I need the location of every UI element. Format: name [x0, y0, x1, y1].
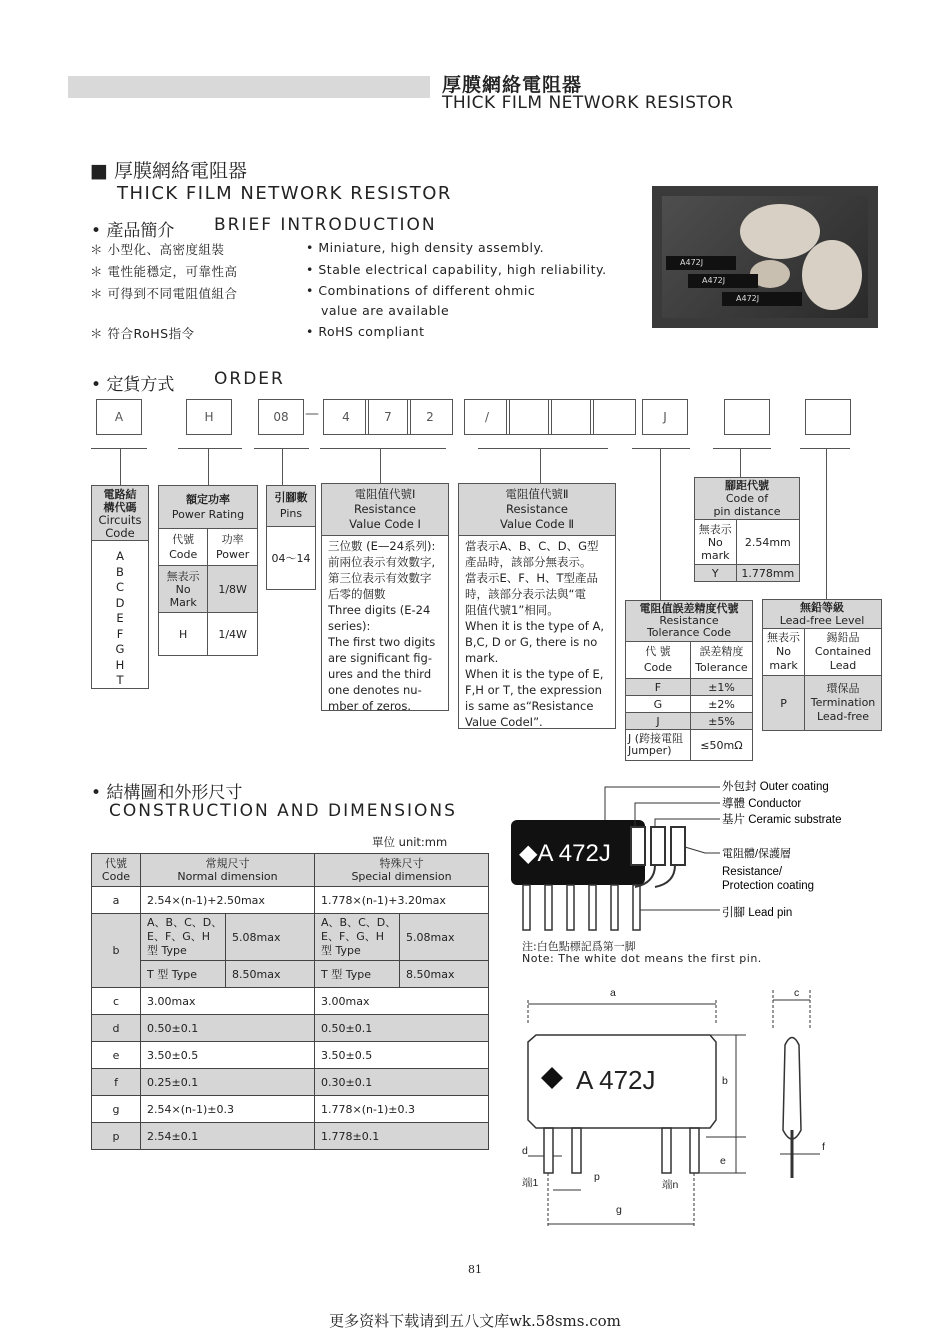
- order-box-power: H: [186, 399, 232, 435]
- pins-title-en: Pins: [279, 507, 303, 520]
- dim-special-a: 1.778×(n-1)+3.20max: [315, 887, 489, 914]
- header-bar: [68, 76, 430, 98]
- construction-title-zh: 結構圖和外形尺寸: [106, 783, 243, 803]
- note-en: Note: The white dot means the first pin.: [522, 952, 762, 965]
- order-dash: —: [305, 406, 319, 422]
- brief-en-item-1: • Miniature, high density assembly.: [306, 240, 545, 255]
- dim-special-b2: 8.50max: [400, 961, 489, 988]
- dim-label-c: c: [794, 987, 800, 999]
- tolerance-title-zh: 電阻值誤差精度代號: [639, 602, 739, 615]
- circuit-code-b: B: [116, 564, 124, 579]
- label-conductor: 導體 Conductor: [722, 798, 802, 810]
- power-title-en: Power Rating: [171, 508, 245, 521]
- leadfree-code-p: P: [763, 676, 805, 731]
- tol-code-f: F: [626, 679, 691, 696]
- order-title-zh: 定貨方式: [106, 375, 175, 395]
- order-box-tol: J: [642, 399, 688, 435]
- order-box-rv2-4: [590, 399, 636, 435]
- dim-label-e: e: [720, 1155, 726, 1167]
- dim-label-a: a: [610, 987, 616, 999]
- section1-title-en: THICK FILM NETWORK RESISTOR: [117, 183, 452, 204]
- brief-title-zh: 產品簡介: [106, 221, 175, 241]
- footer-link[interactable]: 更多资料下载请到五八文库wk.58sms.com: [329, 1312, 621, 1330]
- order-box-rv1-3: 2: [407, 399, 453, 435]
- tol-code-j: J: [626, 713, 691, 730]
- circuits-title-en: Circuits Code: [98, 513, 142, 540]
- label-outer-coating: 外包封 Outer coating: [722, 781, 829, 793]
- order-box-rv1-2: 7: [365, 399, 411, 435]
- dim-normal-b1: 5.08max: [226, 914, 315, 961]
- power-val-2: 1/4W: [208, 613, 258, 656]
- rv1-title-zh: 電阻值代號Ⅰ: [354, 487, 416, 501]
- dim-normal-b2: 8.50max: [226, 961, 315, 988]
- brief-zh-item-1: ＊ 小型化、高密度組裝: [90, 242, 225, 257]
- dim-code-b: b: [92, 914, 141, 988]
- order-box-rv2-3: [548, 399, 594, 435]
- dimension-table: 代號 Code 常規尺寸 Normal dimension 特殊尺寸 Special dimension a 2.54×(n-1)+2.50max 1.778×(n-1)+3.20max b A、B、C、D、 E、F、G、H 型 Type 5.08max A、B、C、D、 E、F、G、H 型 Type 5.08max T 型 Type 8.50max T 型 Type 8.50max c 3.00max 3.00max d 0.50±0.1 0.50±0.1 e 3.50±0.5 3.50±0.5 f 0.25±0.1 0.30±0.1 g 2.54×(n-1)±0.3 1.778×(n-1)±0.3 p 2.54±0.1 1.778±0.1: [91, 853, 489, 1150]
- circuit-code-a: A: [116, 549, 124, 563]
- unit-label: 單位 unit:mm: [372, 835, 448, 849]
- order-box-pitch: [724, 399, 770, 435]
- circuit-code-g: G: [115, 642, 125, 656]
- rv1-title-en1: Resistance: [354, 502, 416, 516]
- page-number: 81: [468, 1263, 482, 1276]
- rv2-box: [458, 483, 616, 729]
- brief-heading: • 產品簡介: [91, 221, 175, 241]
- note-zh: 注:白色點標記爲第一脚: [522, 940, 636, 953]
- power-code-h: H: [159, 613, 208, 656]
- circuit-code-t: T: [116, 673, 124, 687]
- pitch-val-1: 2.54mm: [736, 520, 799, 565]
- rv1-desc: 三位數 (E—24系列): 前兩位表示有效數字, 第三位表示有效數字 后零的個數 Three digits (E-24 series): The first two digits are significant fig- ures and the third one denotes nu- mber of zeros.: [328, 539, 436, 713]
- pitch-title-zh: 腳距代號: [725, 479, 769, 492]
- tol-code-g: G: [626, 696, 691, 713]
- pitch-code-y: Y: [695, 565, 737, 582]
- brief-zh-item-4: ＊ 符合RoHS指令: [90, 326, 195, 341]
- order-box-rv1-1: 4: [323, 399, 369, 435]
- brief-title-en: BRIEF INTRODUCTION: [214, 215, 437, 235]
- power-table: 額定功率 Power Rating 代號 Code 功率 Power 無表示 No Mark 1/8W H 1/4W: [158, 485, 258, 656]
- label-substrate: 基片 Ceramic substrate: [722, 814, 842, 826]
- product-photo: [652, 186, 878, 328]
- rv1-box: [321, 483, 449, 711]
- circuits-table: [91, 485, 149, 689]
- dim-special-b1: 5.08max: [400, 914, 489, 961]
- power-val-1: 1/8W: [208, 566, 258, 613]
- section1-title-zh: [90, 156, 247, 183]
- rv2-title-zh: 電阻值代號Ⅱ: [505, 487, 569, 501]
- dim-label-p: p: [594, 1171, 600, 1183]
- header-title-zh: 厚膜網絡電阻器: [442, 74, 583, 96]
- outline-marking: A 472J: [576, 1065, 656, 1095]
- pins-table: [266, 485, 316, 590]
- photo-chip-3: A472J: [722, 292, 802, 306]
- dim-label-d: d: [522, 1145, 528, 1157]
- power-title-zh: 額定功率: [186, 493, 230, 506]
- order-box-circuit: A: [96, 399, 142, 435]
- pins-title-zh: 引腳數: [274, 491, 308, 504]
- dim-label-b: b: [722, 1075, 728, 1087]
- tol-val-jumper: ≤50mΩ: [690, 730, 752, 761]
- label-resist-en1: Resistance/: [722, 866, 783, 878]
- construction-heading: • 結構圖和外形尺寸: [91, 783, 243, 803]
- rv2-title-en2: Value Code Ⅱ: [500, 517, 574, 531]
- rv2-desc: 當表示A、B、C、D、G型 產品時，該部分無表示。 當表示E、F、H、T型產品 時，該部分表示法與“電 阻值代號1”相同。 When it is the type of A, B,C, D or G, there is no mark. When it is the type of E, F,H or T, the expression is same as“Resistance Value CodeI”.: [465, 539, 605, 729]
- circuit-code-e: E: [116, 611, 124, 625]
- circuits-title-zh: 電路結構代碼: [103, 488, 137, 514]
- construction-diagram: [505, 775, 905, 950]
- photo-chip-1: A472J: [666, 256, 736, 270]
- section-bullet: ■: [90, 160, 108, 182]
- construction-title-en: CONSTRUCTION AND DIMENSIONS: [109, 801, 457, 821]
- pitch-table: 腳距代號 Code of pin distance 無表示 No mark 2.54mm Y 1.778mm: [694, 477, 800, 582]
- label-lead-pin: 引腳 Lead pin: [722, 907, 793, 919]
- brief-zh-item-2: ＊ 電性能穩定，可靠性高: [90, 264, 238, 279]
- leadfree-title-zh: 無鉛等級: [800, 601, 844, 614]
- dim-code-a: a: [92, 887, 141, 914]
- header-title-en: THICK FILM NETWORK RESISTOR: [442, 93, 734, 113]
- section1-title-zh-text: 厚膜網絡電阻器: [114, 160, 248, 182]
- chip-marking: ◆A 472J: [519, 840, 611, 867]
- label-resist-zh: 電阻體/保護層: [722, 848, 792, 860]
- order-box-rv2-2: [506, 399, 552, 435]
- order-box-pins: 08: [258, 399, 304, 435]
- dim-label-end1: 端1: [522, 1177, 539, 1189]
- leadfree-table: 無鉛等級 Lead-free Level 無表示 No mark 錫鉛品 Contained Lead P 環保品 Termination Lead-free: [762, 599, 882, 731]
- order-title-en: ORDER: [214, 369, 285, 389]
- rv1-title-en2: Value Code Ⅰ: [349, 517, 421, 531]
- brief-en-item-4: • RoHS compliant: [306, 324, 425, 339]
- tol-val-j: ±5%: [690, 713, 752, 730]
- dim-label-f: f: [822, 1141, 825, 1153]
- outline-drawing: [510, 980, 850, 1245]
- tol-val-f: ±1%: [690, 679, 752, 696]
- circuit-code-f: F: [116, 626, 124, 641]
- brief-en-item-2: • Stable electrical capability, high reliability.: [306, 262, 607, 277]
- photo-chip-2: A472J: [688, 274, 758, 288]
- tol-val-g: ±2%: [690, 696, 752, 713]
- brief-en-item-3b: value are available: [321, 303, 450, 318]
- order-box-rv2-1: /: [464, 399, 510, 435]
- circuit-code-h: H: [115, 657, 125, 672]
- dim-label-g: g: [616, 1204, 622, 1216]
- brief-en-item-3: • Combinations of different ohmic: [306, 283, 536, 298]
- circuit-code-c: C: [115, 580, 125, 594]
- rv2-title-en1: Resistance: [506, 502, 568, 516]
- dim-label-endn: 端n: [662, 1179, 679, 1191]
- label-resist-en2: Protection coating: [722, 880, 815, 892]
- brief-zh-item-3: ＊ 可得到不同電阻值組合: [90, 286, 238, 301]
- pins-value: 04～14: [267, 527, 316, 590]
- pitch-val-2: 1.778mm: [736, 565, 799, 582]
- dim-normal-a: 2.54×(n-1)+2.50max: [141, 887, 315, 914]
- tolerance-table: 電阻值誤差精度代號 Resistance Tolerance Code 代 號 Code 誤差精度 Tolerance F ±1% G ±2% J ±5% J (跨接電阻 Jumper) ≤50mΩ: [625, 600, 753, 761]
- order-heading: • 定貨方式: [91, 375, 175, 395]
- order-box-leadfree: [805, 399, 851, 435]
- circuit-code-d: D: [115, 595, 125, 610]
